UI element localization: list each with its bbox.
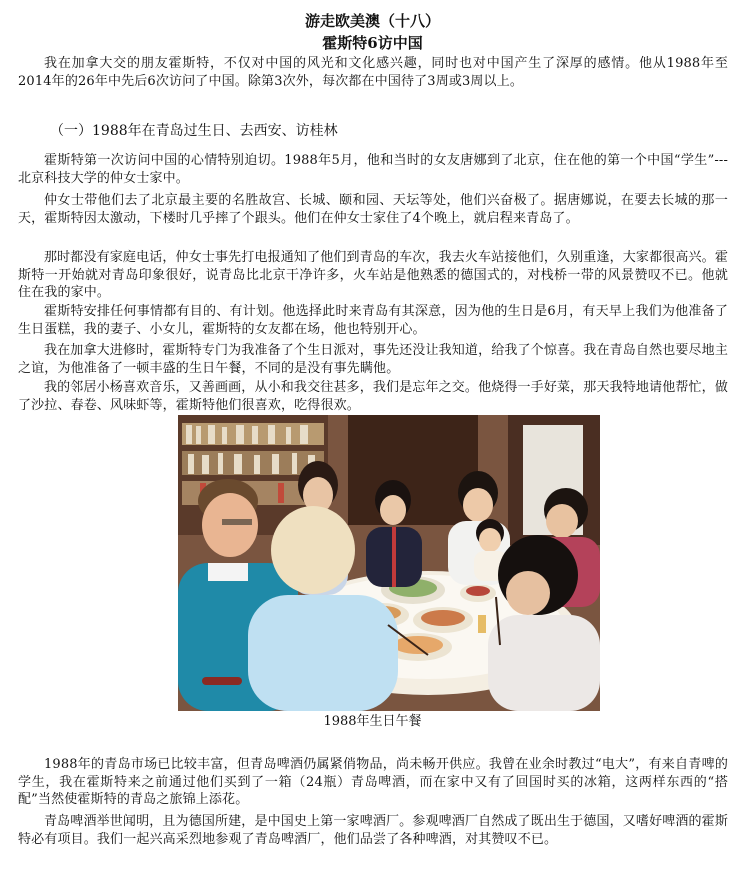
paragraph-6: 我的邻居小杨喜欢音乐，又善画画，从小和我交往甚多，我们是忘年之交。他烧得一手好菜，那天我特地请他帮忙，做了沙拉、春卷、风味虾等，霍斯特他们很喜欢，吃得很欢。 xyxy=(18,380,728,413)
paragraph-5: 我在加拿大进修时，霍斯特专门为我准备了个生日派对，事先还没让我知道，给我了个惊喜。我在青岛自然也要尽地主之谊，为他准备了一顿丰盛的生日午餐，不同的是没有事先瞒他。 xyxy=(18,343,728,376)
paragraph-2: 仲女士带他们去了北京最主要的名胜故宫、长城、颐和园、天坛等处，他们兴奋极了。据唐娜说，在要去长城的那一天，霍斯特因太激动，下楼时几乎摔了个跟头。他们在仲女士家住了4个晚上，就启程来青岛了。 xyxy=(18,193,728,226)
paragraph-1: 霍斯特第一次访问中国的心情特别迫切。1988年5月，他和当时的女友唐娜到了北京，住在他的第一个中国“学生”---北京科技大学的仲女士家中。 xyxy=(18,153,728,186)
series-title: 游走欧美澳（十八） xyxy=(304,12,440,30)
paragraph-4: 霍斯特安排任何事情都有目的、有计划。他选择此时来青岛有其深意，因为他的生日是6月，有天早上我们为他准备了生日蛋糕，我的妻子、小女儿，霍斯特的女友都在场，他也特别开心。 xyxy=(18,304,728,337)
paragraph-8: 青岛啤酒举世闻明，且为德国所建，是中国史上第一家啤酒厂。参观啤酒厂自然成了既出生于德国，又嗜好啤酒的霍斯特必有项目。我们一起兴高采烈地参观了青岛啤酒厂，他们品尝了各种啤酒，对其赞叹不已。 xyxy=(18,814,728,847)
intro-paragraph: 我在加拿大交的朋友霍斯特，不仅对中国的风光和文化感兴趣，同时也对中国产生了深厚的感情。他从1988年至2014年的26年中先后6次访问了中国。除第3次外，每次都在中国待了3周或3周以上。 xyxy=(18,56,728,89)
photo-illustration xyxy=(178,415,600,711)
paragraph-3: 那时都没有家庭电话，仲女士事先打电报通知了他们到青岛的车次，我去火车站接他们，久别重逢，大家都很高兴。霍斯特一开始就对青岛印象很好，说青岛比北京干净许多，火车站是他熟悉的德国式的，对栈桥一带的风景赞叹不已。他就住在我的家中。 xyxy=(18,250,728,300)
photo-caption: 1988年生日午餐 xyxy=(323,714,422,729)
section-heading: （一）1988年在青岛过生日、去西安、访桂林 xyxy=(50,123,338,139)
birthday-lunch-photo xyxy=(178,415,600,711)
paragraph-7: 1988年的青岛市场已比较丰富，但青岛啤酒仍属紧俏物品，尚未畅开供应。我曾在业余时教过“电大”，有来自青啤的学生，我在霍斯特来之前通过他们买到了一箱（24瓶）青岛啤酒，而在家中又有了回国时买的冰箱，这两样东西的“搭配”当然使霍斯特的青岛之旅锦上添花。 xyxy=(18,757,728,807)
article-subtitle: 霍斯特6访中国 xyxy=(322,34,423,52)
